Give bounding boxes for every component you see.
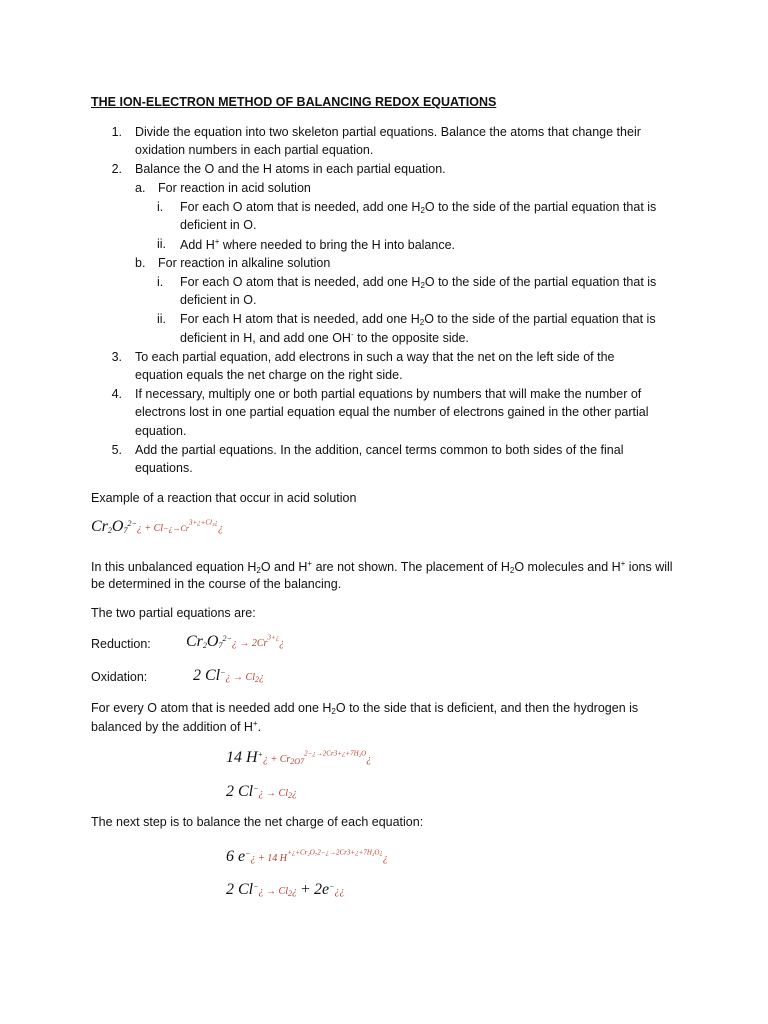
subscript: 2 — [107, 526, 112, 535]
text-fragment: deficient in H, and add one OH — [180, 331, 351, 345]
superscript: − — [329, 882, 335, 891]
subscript: 2 — [509, 566, 515, 575]
garbled-equation-fragment: ¿ — [291, 886, 297, 897]
substep-2a-ii-line — [180, 238, 455, 252]
superscript: − — [220, 668, 226, 677]
substep-2a-i-line-1 — [180, 201, 656, 215]
substep-2b-i-line-2: deficient in O. — [180, 293, 257, 307]
superscript: 2− — [127, 519, 137, 528]
step-4-line-3: equation. — [135, 424, 187, 438]
text-fragment: For each O atom that is needed, add one H — [180, 200, 421, 214]
step-number: 3. — [111, 350, 122, 364]
substep-label: i. — [157, 275, 164, 289]
charge-balanced-reduction — [226, 849, 388, 865]
text-fragment: balanced by the addition of H — [91, 720, 253, 734]
text-fragment: For each O atom that is needed, add one H — [180, 275, 421, 289]
oxidation-equation — [193, 668, 264, 684]
garbled-equation-fragment: ¿ — [382, 853, 388, 864]
eq-term: 6 e — [226, 848, 246, 865]
text-fragment: . — [257, 720, 262, 734]
garbled-equation-fragment: ¿ — [217, 523, 223, 534]
reduction-equation — [186, 634, 284, 650]
step-3-line-2: equation equals the net charge on the right side. — [135, 368, 403, 382]
substep-2b-i-line-1 — [180, 276, 656, 290]
step-1-line-1: Divide the equation into two skeleton partial equations. Balance the atoms that change their — [135, 125, 641, 139]
subscript: 2 — [256, 566, 261, 575]
superscript: − — [253, 784, 259, 793]
garbled-equation-fragment: ¿ + Cr — [262, 754, 291, 765]
superscript: + — [257, 750, 263, 759]
text-fragment: where needed to bring the H into balance. — [219, 238, 455, 252]
eq-term: 2 Cl — [226, 783, 254, 800]
garbled-equation-fragment: 3+¿+Cl₂¿ — [188, 518, 218, 527]
substep-label: i. — [157, 200, 164, 214]
text-fragment: Add H — [180, 238, 215, 252]
garbled-equation-fragment: ¿ → Cl — [258, 886, 288, 897]
substep-label: a. — [135, 181, 146, 195]
chloride-equation — [226, 784, 297, 800]
garbled-subscript: 2 — [287, 889, 292, 898]
garbled-equation-fragment: ¿¿ — [334, 886, 345, 897]
substep-label: b. — [135, 256, 146, 270]
superscript: + — [307, 559, 313, 568]
superscript: + — [214, 237, 220, 246]
unbalanced-equation — [91, 519, 223, 535]
garbled-equation-fragment: +¿+Cr₂O₇ — [287, 848, 318, 857]
document-title: THE ION-ELECTRON METHOD OF BALANCING REDOX EQUATIONS — [91, 95, 497, 109]
text-fragment: to the opposite side. — [353, 331, 469, 345]
eq-term: 2 Cl — [226, 881, 254, 898]
garbled-equation-fragment: ¿ → Cl — [258, 788, 288, 799]
subscript: 2 — [419, 318, 425, 327]
superscript: - — [350, 330, 354, 339]
step-3-line-1: To each partial equation, add electrons in such a way that the net on the left side of the — [135, 350, 615, 364]
step-5-line-2: equations. — [135, 461, 193, 475]
superscript: + — [252, 719, 258, 728]
step-4-line-1: If necessary, multiply one or both partial equations by numbers that will make the number of — [135, 387, 642, 401]
step-1-line-2: oxidation numbers in each partial equation. — [135, 143, 374, 157]
subscript: 2 — [331, 707, 336, 716]
eq-term: O — [111, 518, 124, 535]
charge-heading: The next step is to balance the net charge of each equation: — [91, 815, 424, 829]
text-fragment: For every O atom that is needed add one H — [91, 701, 332, 715]
step-number: 5. — [111, 443, 122, 457]
garbled-equation-fragment: 3+¿+7H₂O¿ — [346, 848, 383, 857]
paragraph-line — [91, 702, 638, 716]
text-fragment: ions will — [625, 560, 673, 574]
eq-term: 2e — [314, 881, 330, 898]
garbled-subscript: 2O — [290, 757, 301, 766]
subscript: 2 — [202, 641, 207, 650]
eq-term: Cr — [91, 518, 108, 535]
garbled-subscript: 2 — [287, 791, 292, 800]
substep-2a-i-line-2: deficient in O. — [180, 218, 257, 232]
eq-term: 14 H — [226, 749, 258, 766]
garbled-equation-fragment: 3+¿ — [267, 633, 280, 642]
substep-2b-ii-line-2 — [180, 331, 469, 345]
superscript: − — [253, 882, 259, 891]
garbled-equation-fragment: ¿ + Cl — [136, 523, 164, 534]
plus-sign: + — [300, 881, 311, 898]
text-fragment: For each H atom that is needed, add one H — [180, 312, 420, 326]
garbled-equation-fragment: ¿ + 14 H — [250, 853, 287, 864]
example-heading: Example of a reaction that occur in acid solution — [91, 491, 357, 505]
subscript: 7 — [218, 641, 223, 650]
garbled-equation-fragment: 2−¿→2Cr — [304, 749, 334, 758]
garbled-equation-fragment: −¿→Cr — [163, 524, 189, 533]
paragraph-line — [91, 720, 261, 734]
paragraph-line — [91, 560, 673, 575]
substep-label: ii. — [157, 237, 167, 251]
subscript: 7 — [123, 526, 128, 535]
reduction-label: Reduction: — [91, 637, 151, 651]
superscript: + — [620, 559, 626, 568]
hydrogen-balanced-equation — [226, 750, 371, 766]
substep-2b-text: For reaction in alkaline solution — [158, 256, 331, 270]
garbled-subscript: 7 — [300, 757, 305, 766]
text-fragment: O to the side of the partial equation that is — [424, 312, 656, 326]
text-fragment: are not shown. The placement of H — [312, 560, 510, 574]
text-fragment: O to the side of the partial equation that is — [424, 200, 657, 214]
superscript: − — [245, 849, 251, 858]
subscript: 2 — [420, 206, 425, 215]
garbled-equation-fragment: ¿ — [279, 638, 285, 649]
garbled-equation-fragment: ¿ → Cl — [225, 672, 255, 683]
subscript: 2 — [420, 281, 425, 290]
eq-term: O — [206, 633, 219, 650]
text-fragment: O to the side of the partial equation that is — [424, 275, 657, 289]
garbled-equation-fragment: ¿ — [366, 754, 372, 765]
charge-balanced-oxidation — [226, 882, 345, 898]
garbled-equation-fragment: ¿ → 2Cr — [231, 638, 268, 649]
step-number: 1. — [111, 125, 122, 139]
paragraph-line: be determined in the course of the balancing. — [91, 577, 342, 591]
garbled-equation-fragment: 2−¿→2Cr — [317, 848, 347, 857]
substep-2a-text: For reaction in acid solution — [158, 181, 311, 195]
partials-heading: The two partial equations are: — [91, 606, 256, 620]
text-fragment: In this unbalanced equation H — [91, 560, 257, 574]
step-number: 2. — [111, 162, 122, 176]
text-fragment: O molecules and H — [514, 560, 621, 574]
step-2-line-1: Balance the O and the H atoms in each partial equation. — [135, 162, 446, 176]
eq-term: Cr — [186, 633, 203, 650]
eq-term: 2 Cl — [193, 667, 221, 684]
garbled-subscript: 2 — [254, 675, 259, 684]
step-number: 4. — [111, 387, 122, 401]
garbled-equation-fragment: ¿ — [258, 672, 264, 683]
substep-label: ii. — [157, 312, 167, 326]
step-5-line-1: Add the partial equations. In the addition, cancel terms common to both sides of the final — [135, 443, 624, 457]
oxidation-label: Oxidation: — [91, 670, 148, 684]
step-4-line-2: electrons lost in one partial equation equal the number of electrons gained in the other partial — [135, 405, 649, 419]
text-fragment: O and H — [260, 560, 308, 574]
substep-2b-ii-line-1 — [180, 313, 656, 327]
superscript: 2− — [222, 634, 232, 643]
garbled-equation-fragment: 3+¿+7H₂O — [333, 749, 367, 758]
text-fragment: O to the side that is deficient, and then the hydrogen is — [335, 701, 639, 715]
garbled-equation-fragment: ¿ — [291, 788, 297, 799]
